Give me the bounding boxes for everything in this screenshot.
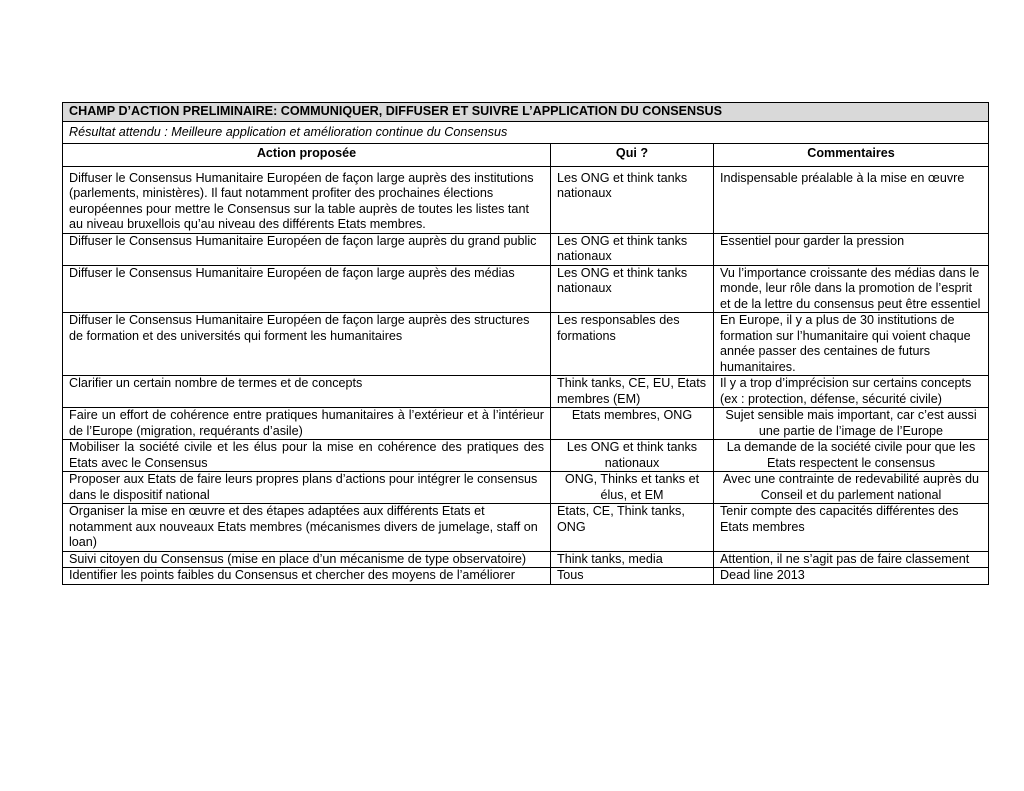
cell-commentaires: Essentiel pour garder la pression [714,233,989,265]
table-row [63,376,989,408]
table-subtitle-row [63,121,989,144]
cell-qui: Les ONG et think tanks nationaux [551,265,714,313]
cell-action: Clarifier un certain nombre de termes et de concepts [63,376,551,408]
header-commentaires: Commentaires [714,144,989,167]
cell-qui: Think tanks, media [551,551,714,568]
cell-commentaires: Avec une contrainte de redevabilité auprès du Conseil et du parlement national [714,472,989,504]
cell-action: Faire un effort de cohérence entre pratiques humanitaires à l’extérieur et à l’intérieur de l’Europe (migration, requérants d’asile) [63,408,551,440]
cell-commentaires: Il y a trop d’imprécision sur certains concepts (ex : protection, défense, sécurité civile) [714,376,989,408]
header-qui: Qui ? [551,144,714,167]
table-subtitle: Résultat attendu : Meilleure application et amélioration continue du Consensus [63,121,989,144]
cell-qui: Les ONG et think tanks nationaux [551,233,714,265]
table-row [63,233,989,265]
cell-action: Identifier les points faibles du Consensus et chercher des moyens de l’améliorer [63,568,551,585]
cell-qui: Etats membres, ONG [551,408,714,440]
table-row [63,504,989,552]
table-row [63,440,989,472]
cell-qui: ONG, Thinks et tanks et élus, et EM [551,472,714,504]
cell-action: Diffuser le Consensus Humanitaire Européen de façon large auprès du grand public [63,233,551,265]
cell-action: Diffuser le Consensus Humanitaire Européen de façon large auprès des médias [63,265,551,313]
table-row [63,568,989,585]
cell-commentaires: Tenir compte des capacités différentes des Etats membres [714,504,989,552]
table-row [63,472,989,504]
cell-commentaires: La demande de la société civile pour que les Etats respectent le consensus [714,440,989,472]
table-row [63,166,989,233]
cell-qui: Les responsables des formations [551,313,714,376]
cell-action: Proposer aux Etats de faire leurs propres plans d’actions pour intégrer le consensus dans le dispositif national [63,472,551,504]
cell-action: Diffuser le Consensus Humanitaire Européen de façon large auprès des institutions (parlements, ministères). Il faut notamment profiter des prochaines élections européennes pour mettre le Consensus sur la table auprès de toutes les listes tant au niveau bruxellois qu’au niveau des différents Etats membres. [63,166,551,233]
header-action: Action proposée [63,144,551,167]
cell-qui: Think tanks, CE, EU, Etats membres (EM) [551,376,714,408]
cell-commentaires: Sujet sensible mais important, car c’est aussi une partie de l’image de l’Europe [714,408,989,440]
cell-qui: Les ONG et think tanks nationaux [551,440,714,472]
table-row [63,408,989,440]
cell-commentaires: Indispensable préalable à la mise en œuvre [714,166,989,233]
cell-action: Suivi citoyen du Consensus (mise en place d’un mécanisme de type observatoire) [63,551,551,568]
cell-action: Mobiliser la société civile et les élus pour la mise en cohérence des pratiques des Etats avec le Consensus [63,440,551,472]
cell-commentaires: En Europe, il y a plus de 30 institutions de formation sur l’humanitaire qui voient chaque année passer des centaines de futurs humanitaires. [714,313,989,376]
cell-qui: Les ONG et think tanks nationaux [551,166,714,233]
table-row [63,265,989,313]
table-title: CHAMP D’ACTION PRELIMINAIRE: COMMUNIQUER, DIFFUSER ET SUIVRE L’APPLICATION DU CONSENSUS [63,103,989,122]
table-row [63,313,989,376]
table-title-row [63,103,989,122]
cell-commentaires: Dead line 2013 [714,568,989,585]
table-header-row [63,144,989,167]
table-row [63,551,989,568]
cell-commentaires: Attention, il ne s’agit pas de faire classement [714,551,989,568]
cell-qui: Tous [551,568,714,585]
action-plan-table [62,102,989,585]
cell-qui: Etats, CE, Think tanks, ONG [551,504,714,552]
cell-commentaires: Vu l’importance croissante des médias dans le monde, leur rôle dans la promotion de l’esprit et de la lettre du consensus peut être essentiel [714,265,989,313]
cell-action: Diffuser le Consensus Humanitaire Européen de façon large auprès des structures de formation et des universités qui forment les humanitaires [63,313,551,376]
cell-action: Organiser la mise en œuvre et des étapes adaptées aux différents Etats et notamment aux nouveaux Etats membres (mécanismes divers de jumelage, staff on loan) [63,504,551,552]
